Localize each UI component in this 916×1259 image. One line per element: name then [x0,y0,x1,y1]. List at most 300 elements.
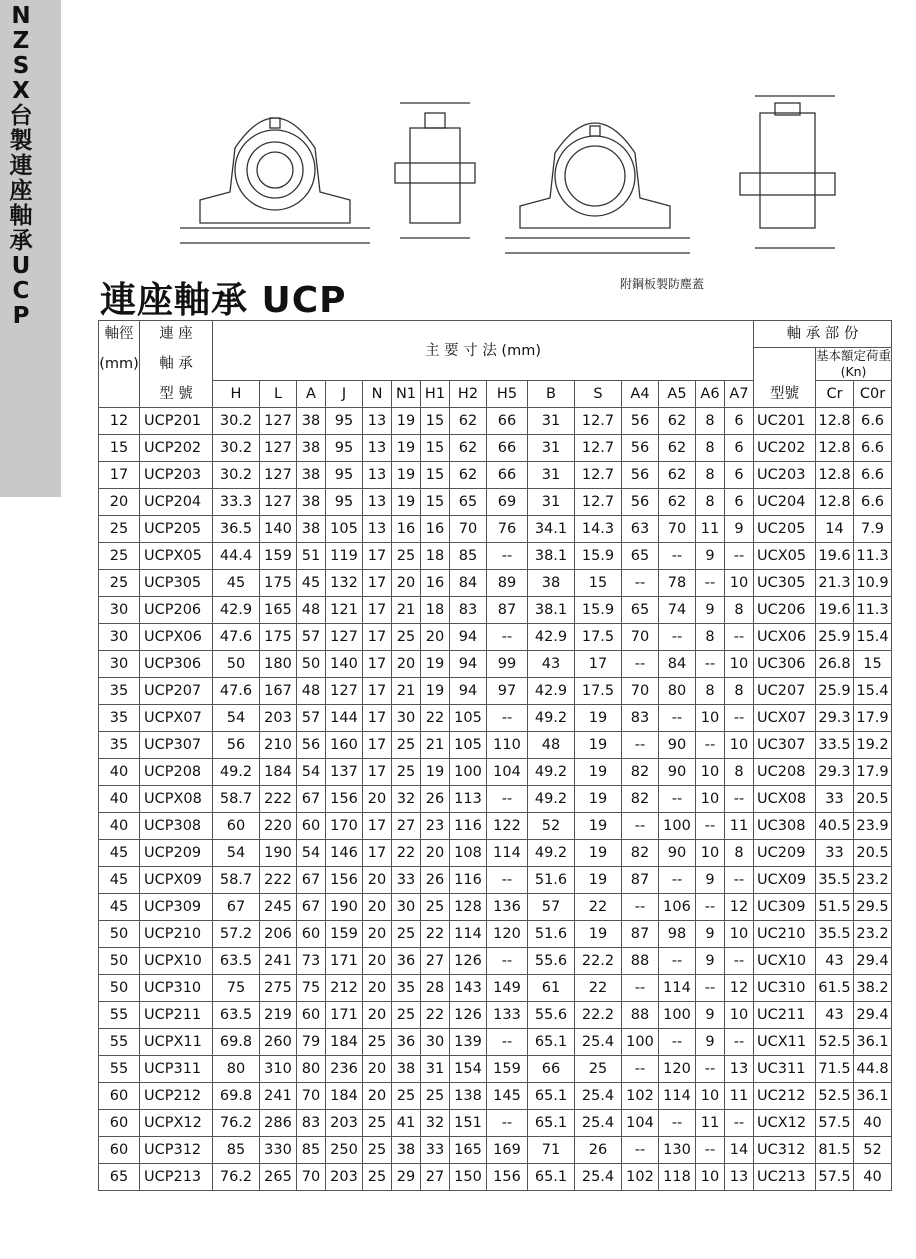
table-cell: 19 [421,651,450,678]
table-cell: -- [487,1110,528,1137]
table-cell: 143 [450,975,487,1002]
table-cell: 51.5 [816,894,854,921]
table-cell: UCPX10 [140,948,213,975]
table-cell: -- [696,732,725,759]
table-cell: 42.9 [528,624,575,651]
table-cell: 9 [696,1002,725,1029]
table-cell: 54 [213,840,260,867]
table-cell: 260 [260,1029,297,1056]
table-cell: UCP209 [140,840,213,867]
table-cell: 12.8 [816,462,854,489]
table-cell: 56 [622,462,659,489]
table-cell: 57 [297,705,326,732]
table-cell: -- [622,651,659,678]
table-cell: 90 [659,759,696,786]
table-row [99,867,892,894]
table-cell: 60 [99,1137,140,1164]
table-cell: 11 [696,516,725,543]
table-cell: UCP204 [140,489,213,516]
table-cell: UCP211 [140,1002,213,1029]
table-cell: 19.6 [816,597,854,624]
table-cell: 55 [99,1029,140,1056]
table-cell: 44.8 [854,1056,892,1083]
table-cell: 222 [260,786,297,813]
table-cell: 33 [421,1137,450,1164]
table-cell: 222 [260,867,297,894]
table-cell: 100 [659,813,696,840]
table-cell: 75 [213,975,260,1002]
table-row [99,516,892,543]
table-cell: 127 [260,489,297,516]
side-tab-label: N Z S X 台 製 連 座 軸 承 U C P [9,3,33,329]
table-cell: UC209 [754,840,816,867]
table-cell: 65 [450,489,487,516]
table-cell: UCX05 [754,543,816,570]
table-cell: 60 [99,1110,140,1137]
table-cell: 104 [487,759,528,786]
table-cell: 90 [659,732,696,759]
table-cell: 17 [363,570,392,597]
table-cell: 95 [326,408,363,435]
table-cell: 60 [297,813,326,840]
table-cell: -- [725,948,754,975]
table-cell: 43 [816,948,854,975]
table-cell: 32 [421,1110,450,1137]
table-cell: 40 [99,759,140,786]
table-cell: 54 [213,705,260,732]
column-header-j: J [326,381,363,408]
table-cell: 58.7 [213,867,260,894]
table-cell: 62 [659,462,696,489]
table-cell: 120 [487,921,528,948]
table-cell: 71 [528,1137,575,1164]
table-cell: 29.4 [854,948,892,975]
table-cell: 38.1 [528,597,575,624]
table-cell: 54 [297,840,326,867]
pillow-block-side-view-1 [395,103,475,238]
table-cell: UC208 [754,759,816,786]
table-cell: 25.4 [575,1164,622,1191]
table-cell: 128 [450,894,487,921]
table-cell: 15 [575,570,622,597]
table-cell: 17 [363,651,392,678]
table-cell: 21 [421,732,450,759]
table-cell: 15.9 [575,597,622,624]
table-cell: 38 [528,570,575,597]
table-cell: 36.1 [854,1083,892,1110]
table-cell: 61.5 [816,975,854,1002]
table-cell: 26 [421,867,450,894]
table-cell: 22 [421,705,450,732]
table-cell: 150 [450,1164,487,1191]
table-cell: 48 [297,597,326,624]
table-cell: -- [487,948,528,975]
table-cell: 220 [260,813,297,840]
table-row [99,786,892,813]
table-cell: 121 [326,597,363,624]
table-cell: 90 [659,840,696,867]
table-cell: 25.9 [816,678,854,705]
table-cell: 35 [99,732,140,759]
table-cell: 25 [392,732,421,759]
table-cell: 25 [392,921,421,948]
table-cell: 30.2 [213,408,260,435]
table-cell: 31 [528,408,575,435]
table-cell: 20 [363,948,392,975]
table-row [99,435,892,462]
table-cell: 12 [725,975,754,1002]
table-cell: 13 [363,516,392,543]
table-cell: 74 [659,597,696,624]
table-cell: 50 [99,975,140,1002]
table-cell: 219 [260,1002,297,1029]
table-cell: 14 [816,516,854,543]
table-cell: 13 [725,1164,754,1191]
table-cell: 26 [575,1137,622,1164]
table-cell: 20 [99,489,140,516]
table-cell: 69 [487,489,528,516]
table-cell: 10 [696,1164,725,1191]
table-cell: 126 [450,1002,487,1029]
table-cell: 84 [659,651,696,678]
table-cell: 10 [696,786,725,813]
table-cell: 19 [575,840,622,867]
table-cell: UCP208 [140,759,213,786]
table-cell: 19 [421,759,450,786]
header-bore: 軸徑 [99,321,140,348]
table-cell: 17 [363,543,392,570]
table-row [99,948,892,975]
table-cell: 87 [622,867,659,894]
table-cell: 19 [575,867,622,894]
table-cell: 38.2 [854,975,892,1002]
column-header-cor: C0r [854,381,892,408]
table-cell: 51 [297,543,326,570]
table-cell: 156 [326,867,363,894]
table-cell: 170 [326,813,363,840]
table-cell: 20 [392,651,421,678]
table-cell: 165 [450,1137,487,1164]
table-cell: 22 [392,840,421,867]
table-cell: 70 [622,678,659,705]
table-row [99,1029,892,1056]
table-cell: 30 [392,705,421,732]
table-cell: -- [659,786,696,813]
table-cell: 70 [297,1083,326,1110]
column-header-a: A [297,381,326,408]
table-cell: -- [696,894,725,921]
table-cell: 127 [260,435,297,462]
table-cell: 137 [326,759,363,786]
table-cell: 78 [659,570,696,597]
table-cell: 49.2 [528,786,575,813]
table-cell: -- [622,1056,659,1083]
table-cell: 8 [696,624,725,651]
table-cell: 17 [363,624,392,651]
table-cell: 42.9 [528,678,575,705]
table-cell: 35 [99,705,140,732]
table-cell: 66 [528,1056,575,1083]
table-cell: 20 [363,786,392,813]
table-cell: 114 [659,975,696,1002]
table-cell: 47.6 [213,678,260,705]
table-cell: 11 [725,813,754,840]
table-cell: 20 [363,867,392,894]
table-row [99,1110,892,1137]
table-cell: 45 [297,570,326,597]
table-cell: 38 [297,462,326,489]
table-cell: UCP210 [140,921,213,948]
table-cell: -- [622,1137,659,1164]
table-cell: 13 [363,462,392,489]
table-row [99,597,892,624]
table-cell: 43 [528,651,575,678]
column-header-a5: A5 [659,381,696,408]
table-cell: 15 [99,435,140,462]
table-cell: 140 [260,516,297,543]
table-cell: 9 [696,921,725,948]
table-cell: 30 [392,894,421,921]
table-cell: 82 [622,840,659,867]
table-cell: 56 [297,732,326,759]
column-header-l: L [260,381,297,408]
table-cell: UCPX05 [140,543,213,570]
table-cell: UC310 [754,975,816,1002]
table-cell: UCP205 [140,516,213,543]
table-cell: 82 [622,786,659,813]
table-cell: 145 [487,1083,528,1110]
table-cell: 6 [725,489,754,516]
table-cell: 55 [99,1002,140,1029]
table-cell: 11.3 [854,543,892,570]
table-cell: 10 [725,732,754,759]
table-cell: 10 [696,840,725,867]
column-header-h1: H1 [421,381,450,408]
table-cell: 12.8 [816,435,854,462]
table-cell: 25 [363,1110,392,1137]
pillow-block-side-view-2 [740,96,835,248]
table-cell: 12 [99,408,140,435]
table-cell: 23.9 [854,813,892,840]
table-cell: -- [696,975,725,1002]
table-cell: 25.9 [816,624,854,651]
table-cell: 70 [622,624,659,651]
table-cell: 17 [363,813,392,840]
table-cell: UC307 [754,732,816,759]
table-cell: 95 [326,435,363,462]
table-cell: 25 [363,1164,392,1191]
table-cell: 15 [854,651,892,678]
table-cell: 21 [392,597,421,624]
table-cell: 100 [450,759,487,786]
table-cell: 42.9 [213,597,260,624]
table-cell: 265 [260,1164,297,1191]
table-cell: 133 [487,1002,528,1029]
column-header-n: N [363,381,392,408]
table-cell: 98 [659,921,696,948]
side-tab [0,0,61,497]
table-cell: -- [622,813,659,840]
table-cell: 119 [326,543,363,570]
table-cell: 25 [99,516,140,543]
column-header-h2: H2 [450,381,487,408]
table-cell: 95 [326,462,363,489]
column-header-cr: Cr [816,381,854,408]
table-cell: -- [725,1110,754,1137]
table-cell: 102 [622,1164,659,1191]
table-row [99,1002,892,1029]
table-cell: 8 [725,759,754,786]
table-cell: 34.1 [528,516,575,543]
table-cell: 22.2 [575,948,622,975]
table-cell: 94 [450,678,487,705]
table-cell: -- [622,894,659,921]
table-cell: 175 [260,624,297,651]
table-cell: 19 [392,408,421,435]
table-cell: 15.4 [854,678,892,705]
table-cell: 25 [392,624,421,651]
table-cell: 65.1 [528,1110,575,1137]
table-cell: -- [659,1029,696,1056]
table-cell: 81.5 [816,1137,854,1164]
table-cell: UC206 [754,597,816,624]
table-cell: 82 [622,759,659,786]
table-row [99,408,892,435]
table-cell: 80 [659,678,696,705]
table-cell: -- [622,732,659,759]
table-cell: UC306 [754,651,816,678]
table-cell: 88 [622,948,659,975]
table-cell: 20 [421,624,450,651]
table-cell: 20.5 [854,786,892,813]
table-cell: 33.5 [816,732,854,759]
table-cell: 66 [487,408,528,435]
table-cell: 29 [392,1164,421,1191]
table-cell: 15.4 [854,624,892,651]
table-cell: 105 [450,732,487,759]
column-header-a6: A6 [696,381,725,408]
table-cell: UCP307 [140,732,213,759]
table-cell: UCP206 [140,597,213,624]
header-housing-3: 型 號 [140,381,213,408]
table-cell: 65 [622,543,659,570]
table-cell: 31 [421,1056,450,1083]
table-cell: 45 [99,894,140,921]
table-row [99,921,892,948]
table-cell: 10 [725,570,754,597]
table-cell: 17 [363,732,392,759]
table-cell: 94 [450,624,487,651]
table-cell: 29.4 [854,1002,892,1029]
table-cell: 19.2 [854,732,892,759]
table-cell: 65 [622,597,659,624]
table-row [99,543,892,570]
table-cell: 10 [725,651,754,678]
table-cell: 57.5 [816,1110,854,1137]
table-cell: 12.8 [816,489,854,516]
table-cell: 180 [260,651,297,678]
table-cell: UCP213 [140,1164,213,1191]
table-cell: 190 [260,840,297,867]
table-cell: 63.5 [213,1002,260,1029]
table-cell: 127 [260,462,297,489]
table-cell: UC205 [754,516,816,543]
table-cell: 57.5 [816,1164,854,1191]
table-cell: 8 [696,408,725,435]
table-cell: 114 [659,1083,696,1110]
table-cell: 9 [696,597,725,624]
table-cell: 6 [725,408,754,435]
table-row [99,813,892,840]
table-row [99,651,892,678]
table-cell: 16 [392,516,421,543]
table-cell: -- [725,867,754,894]
table-cell: 184 [260,759,297,786]
table-cell: UC203 [754,462,816,489]
table-cell: 97 [487,678,528,705]
table-cell: UCP212 [140,1083,213,1110]
table-cell: 45 [213,570,260,597]
table-cell: 62 [659,489,696,516]
table-cell: -- [659,867,696,894]
table-cell: 15 [421,489,450,516]
table-cell: UCP201 [140,408,213,435]
table-cell: 21 [392,678,421,705]
table-cell: 38 [297,489,326,516]
table-cell: 38 [297,435,326,462]
table-cell: 9 [696,948,725,975]
table-cell: 151 [450,1110,487,1137]
table-cell: 52.5 [816,1029,854,1056]
table-cell: 52.5 [816,1083,854,1110]
table-cell: UC210 [754,921,816,948]
table-cell: 60 [297,921,326,948]
header-housing-1: 連 座 [140,321,213,348]
table-cell: UC312 [754,1137,816,1164]
table-cell: 67 [297,786,326,813]
table-cell: 20 [363,894,392,921]
table-cell: UCX08 [754,786,816,813]
table-cell: UC311 [754,1056,816,1083]
table-cell: UC207 [754,678,816,705]
table-cell: 35 [99,678,140,705]
table-cell: 33 [816,840,854,867]
table-cell: 73 [297,948,326,975]
table-cell: 17.9 [854,705,892,732]
table-cell: 156 [487,1164,528,1191]
table-cell: 11.3 [854,597,892,624]
table-cell: 17 [363,759,392,786]
table-cell: 175 [260,570,297,597]
pillow-block-front-view-2 [505,123,690,253]
table-cell: UC201 [754,408,816,435]
table-cell: 66 [487,435,528,462]
table-cell: 17.5 [575,624,622,651]
table-cell: 56 [213,732,260,759]
table-cell: 160 [326,732,363,759]
table-cell: 136 [487,894,528,921]
table-row [99,462,892,489]
table-cell: 35 [392,975,421,1002]
table-cell: 70 [659,516,696,543]
table-cell: 40 [99,786,140,813]
table-cell: 40 [99,813,140,840]
table-cell: 45 [99,867,140,894]
table-cell: 25 [363,1137,392,1164]
table-cell: 57.2 [213,921,260,948]
table-cell: 49.2 [528,840,575,867]
table-cell: UC305 [754,570,816,597]
